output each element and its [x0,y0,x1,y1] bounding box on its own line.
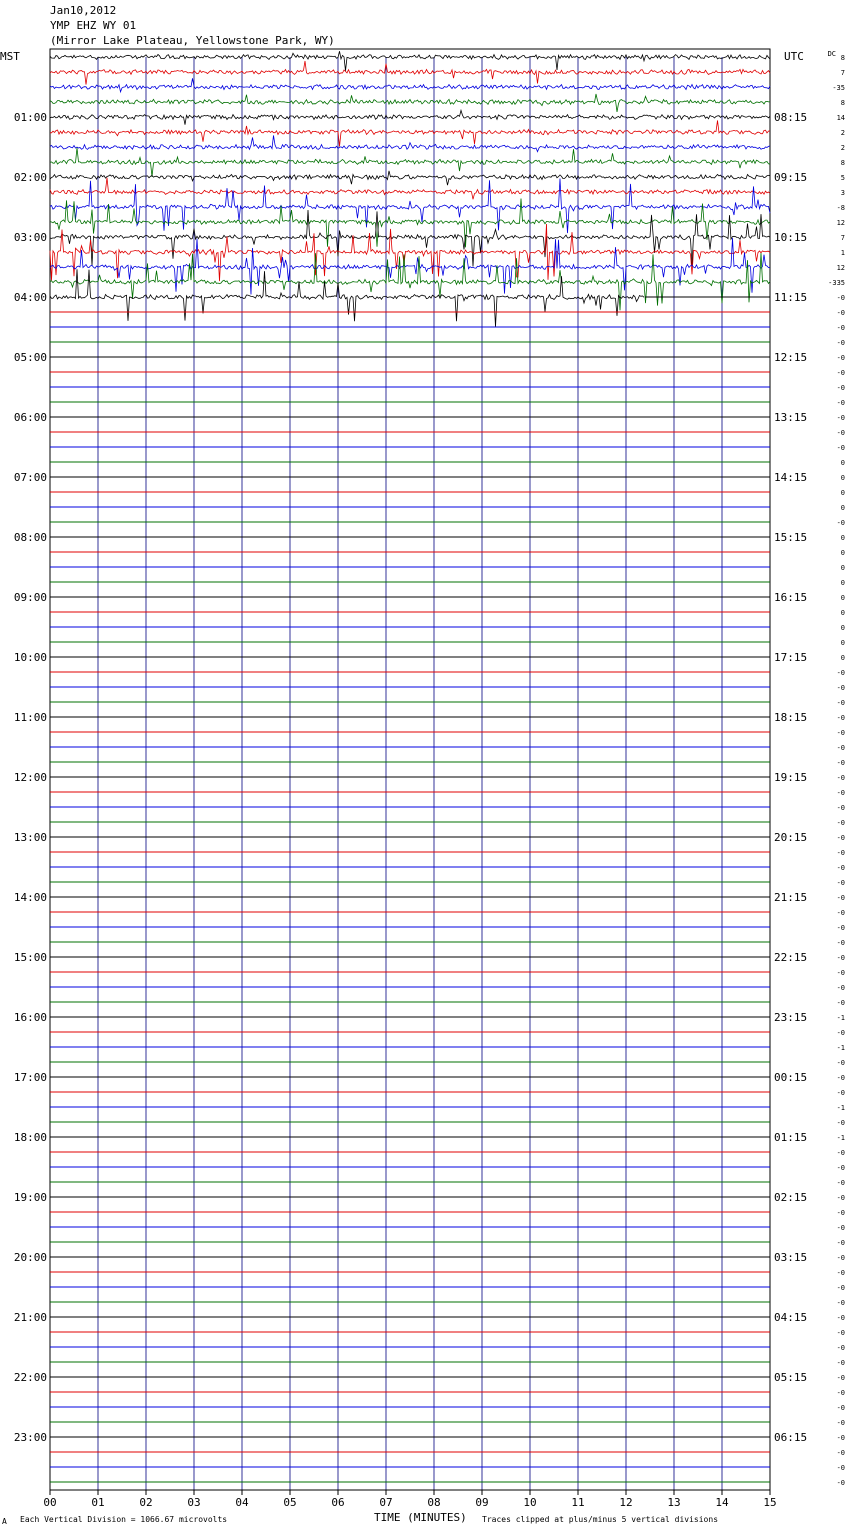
left-timezone-label: MST [0,50,20,63]
hour-label-mst: 16:00 [13,1011,47,1024]
seismic-trace [50,171,770,185]
dc-offset-value: -0 [836,1464,845,1472]
hour-label-mst: 15:00 [13,951,47,964]
dc-offset-value: 12 [836,264,845,272]
dc-offset-value: -0 [836,384,845,392]
station-location: (Mirror Lake Plateau, Yellowstone Park, WY) [50,34,335,47]
seismic-trace [50,253,770,310]
hour-label-utc: 16:15 [774,591,808,604]
x-axis-label: TIME (MINUTES) [374,1511,467,1524]
dc-offset-value: -0 [836,1239,845,1247]
dc-offset-value: -1 [836,1014,845,1022]
dc-offset-value: -0 [836,684,845,692]
hour-label-mst: 07:00 [13,471,47,484]
hour-label-mst: 20:00 [13,1251,47,1264]
plot-frame [50,49,770,1490]
hour-label-utc: 12:15 [774,351,808,364]
dc-offset-value: -0 [836,954,845,962]
hour-label-utc: 18:15 [774,711,808,724]
hour-label-mst: 04:00 [13,291,47,304]
hour-label-mst: 17:00 [13,1071,47,1084]
dc-offset-value: 0 [840,579,845,587]
x-tick-label: 14 [715,1496,729,1509]
seismic-trace [50,135,770,151]
hour-label-utc: 06:15 [774,1431,808,1444]
dc-offset-value: -0 [836,1359,845,1367]
dc-offset-value: 0 [840,504,845,512]
dc-offset-value: -0 [836,939,845,947]
dc-offset-value: -0 [836,309,845,317]
dc-offset-value: 0 [840,489,845,497]
dc-offset-value: -0 [836,1059,845,1067]
hour-label-utc: 08:15 [774,111,808,124]
x-tick-label: 01 [91,1496,105,1509]
dc-offset-value: -0 [836,774,845,782]
hour-label-mst: 11:00 [13,711,47,724]
x-tick-label: 06 [331,1496,345,1509]
hour-label-mst: 18:00 [13,1131,47,1144]
hour-label-utc: 15:15 [774,531,808,544]
dc-offset-value: 7 [840,69,845,77]
dc-offset-value: -0 [836,1164,845,1172]
dc-offset-value: -0 [836,849,845,857]
x-tick-label: 12 [619,1496,633,1509]
dc-offset-value: -0 [836,1449,845,1457]
dc-offset-value: 0 [840,654,845,662]
seismic-trace [50,94,770,112]
corner-mark: A [2,1517,7,1526]
hour-label-utc: 05:15 [774,1371,808,1384]
dc-offset-value: 7 [840,234,845,242]
hour-label-utc: 03:15 [774,1251,808,1264]
hour-label-utc: 21:15 [774,891,808,904]
hour-label-mst: 05:00 [13,351,47,364]
dc-offset-value: 8 [840,159,845,167]
hour-label-mst: 12:00 [13,771,47,784]
dc-offset-value: 12 [836,219,845,227]
dc-offset-value: -0 [836,1074,845,1082]
seismic-trace [50,61,770,85]
seismic-trace [50,110,770,124]
x-tick-label: 15 [763,1496,777,1509]
hour-label-mst: 23:00 [13,1431,47,1444]
hour-label-utc: 02:15 [774,1191,808,1204]
hour-label-utc: 09:15 [774,171,808,184]
dc-offset-value: -0 [836,699,845,707]
hour-label-utc: 01:15 [774,1131,808,1144]
right-timezone-label: UTC [784,50,804,63]
dc-offset-value: -0 [836,1389,845,1397]
hour-label-mst: 21:00 [13,1311,47,1324]
hour-label-utc: 23:15 [774,1011,808,1024]
dc-offset-value: 14 [836,114,845,122]
hour-label-utc: 14:15 [774,471,808,484]
dc-offset-value: -0 [836,1029,845,1037]
dc-offset-value: -0 [836,789,845,797]
x-tick-label: 02 [139,1496,153,1509]
dc-offset-value: -0 [836,1404,845,1412]
dc-offset-value: -0 [836,1179,845,1187]
dc-offset-value: -0 [836,984,845,992]
dc-offset-value: -0 [836,1284,845,1292]
dc-offset-value: 2 [840,144,845,152]
seismic-trace [50,148,770,177]
dc-offset-value: -0 [836,1299,845,1307]
dc-offset-value: -8 [836,204,845,212]
dc-offset-value: -0 [836,864,845,872]
dc-offset-value: 0 [840,594,845,602]
dc-offset-value: -0 [836,1119,845,1127]
dc-offset-value: -0 [836,909,845,917]
dc-offset-value: 2 [840,129,845,137]
x-tick-label: 03 [187,1496,201,1509]
dc-offset-value: -0 [836,924,845,932]
dc-offset-value: -0 [836,969,845,977]
seismic-trace [50,51,770,71]
dc-offset-value: -335 [828,279,845,287]
dc-offset-value: 1 [840,249,845,257]
dc-offset-value: -0 [836,894,845,902]
x-tick-label: 07 [379,1496,393,1509]
station-code: YMP EHZ WY 01 [50,19,137,32]
hour-label-mst: 10:00 [13,651,47,664]
x-tick-label: 05 [283,1496,297,1509]
dc-offset-value: -0 [836,354,845,362]
hour-label-utc: 22:15 [774,951,808,964]
dc-offset-value: -0 [836,1419,845,1427]
dc-offset-value: -0 [836,1209,845,1217]
dc-offset-value: -0 [836,1089,845,1097]
dc-offset-value: 0 [840,639,845,647]
dc-offset-value: -0 [836,714,845,722]
dc-offset-value: -0 [836,879,845,887]
dc-offset-value: 0 [840,474,845,482]
dc-offset-value: -0 [836,1269,845,1277]
hour-label-mst: 14:00 [13,891,47,904]
dc-offset-value: -35 [832,84,845,92]
dc-offset-value: 0 [840,549,845,557]
dc-offset-value: 0 [840,609,845,617]
dc-offset-value: 0 [840,459,845,467]
x-tick-label: 08 [427,1496,441,1509]
hour-label-mst: 01:00 [13,111,47,124]
dc-offset-value: -0 [836,1374,845,1382]
hour-label-utc: 04:15 [774,1311,808,1324]
dc-offset-value: -0 [836,399,845,407]
hour-label-mst: 06:00 [13,411,47,424]
dc-offset-value: 0 [840,534,845,542]
dc-offset-value: 0 [840,564,845,572]
dc-offset-value: -0 [836,1224,845,1232]
x-tick-label: 09 [475,1496,489,1509]
x-tick-label: 00 [43,1496,57,1509]
dc-offset-value: -0 [836,669,845,677]
seismic-trace [50,199,770,248]
seismic-trace [50,238,770,295]
dc-offset-header: DC [827,50,836,58]
hour-label-mst: 03:00 [13,231,47,244]
x-tick-label: 13 [667,1496,681,1509]
dc-offset-value: -0 [836,369,845,377]
hour-label-utc: 10:15 [774,231,808,244]
dc-offset-value: -0 [836,759,845,767]
hour-label-utc: 19:15 [774,771,808,784]
seismic-trace [50,210,770,266]
hour-label-mst: 02:00 [13,171,47,184]
hour-label-utc: 11:15 [774,291,808,304]
dc-offset-value: -0 [836,834,845,842]
dc-offset-value: -0 [836,1344,845,1352]
hour-label-mst: 13:00 [13,831,47,844]
scale-note: Each Vertical Division = 1066.67 microvolts [20,1515,228,1524]
x-tick-label: 11 [571,1496,585,1509]
dc-offset-value: -0 [836,429,845,437]
seismic-trace [50,179,770,234]
hour-label-mst: 19:00 [13,1191,47,1204]
dc-offset-value: -1 [836,1134,845,1142]
dc-offset-value: -0 [836,339,845,347]
record-date: Jan10,2012 [50,4,117,17]
hour-label-utc: 00:15 [774,1071,808,1084]
dc-offset-value: -0 [836,729,845,737]
dc-offset-value: -0 [836,804,845,812]
dc-offset-value: -0 [836,519,845,527]
dc-offset-value: -0 [836,1329,845,1337]
hour-label-utc: 20:15 [774,831,808,844]
dc-offset-value: -0 [836,1434,845,1442]
clip-note: Traces clipped at plus/minus 5 vertical divisions [482,1515,719,1524]
dc-offset-value: -0 [836,744,845,752]
dc-offset-value: -0 [836,324,845,332]
seismic-trace [50,78,770,92]
dc-offset-value: -0 [836,1479,845,1487]
hour-label-mst: 22:00 [13,1371,47,1384]
dc-offset-value: -0 [836,444,845,452]
dc-offset-value: -1 [836,1104,845,1112]
hour-label-utc: 13:15 [774,411,808,424]
x-tick-label: 10 [523,1496,537,1509]
dc-offset-value: -0 [836,819,845,827]
hour-label-mst: 09:00 [13,591,47,604]
hour-label-mst: 08:00 [13,531,47,544]
dc-offset-value: -0 [836,999,845,1007]
dc-offset-value: 0 [840,624,845,632]
dc-offset-value: -0 [836,1254,845,1262]
hour-label-utc: 17:15 [774,651,808,664]
dc-offset-value: -0 [836,1149,845,1157]
dc-offset-value: -0 [836,1314,845,1322]
dc-offset-value: 3 [840,189,845,197]
dc-offset-value: 8 [840,54,845,62]
dc-offset-value: -0 [836,294,845,302]
x-tick-label: 04 [235,1496,249,1509]
dc-offset-value: 5 [840,174,845,182]
seismic-trace [50,269,644,327]
dc-offset-value: -1 [836,1044,845,1052]
dc-offset-value: -0 [836,1194,845,1202]
dc-offset-value: 8 [840,99,845,107]
dc-offset-value: -0 [836,414,845,422]
seismic-trace [50,224,770,281]
seismic-trace [50,178,770,200]
